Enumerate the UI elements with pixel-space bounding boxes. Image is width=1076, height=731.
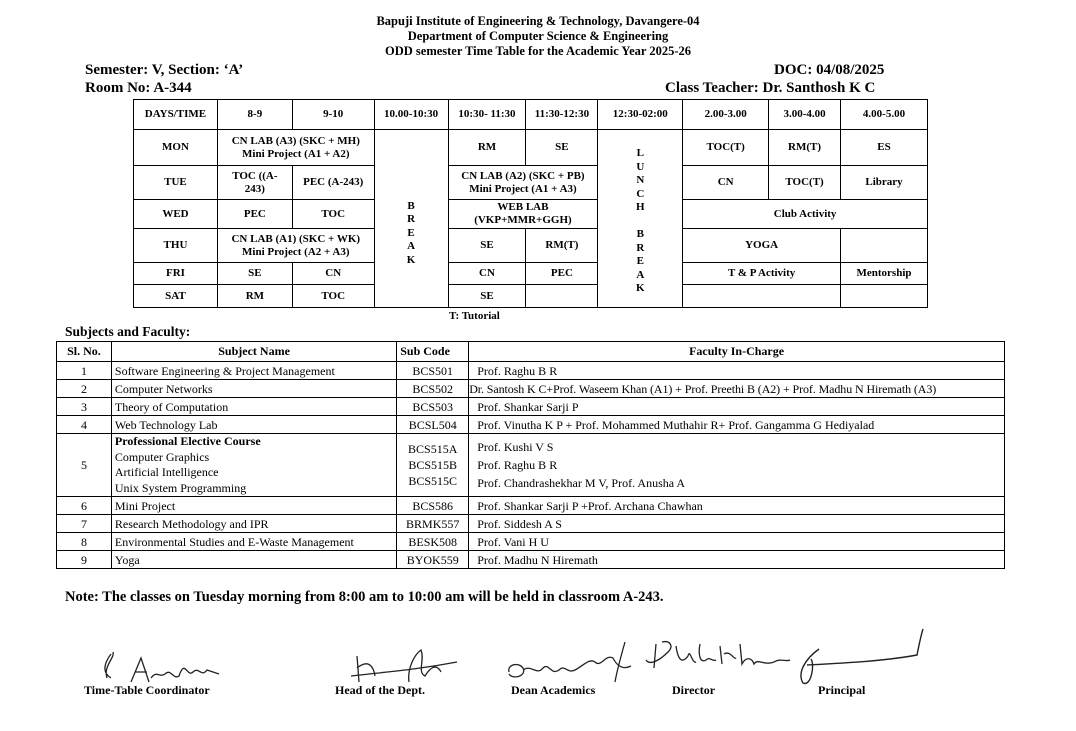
room-number: Room No: A-344 xyxy=(85,80,192,96)
thu-yoga: YOGA xyxy=(683,229,841,263)
mon-3-4: RM(T) xyxy=(769,130,841,166)
table-row: 9 Yoga BYOK559 Prof. Madhu N Hiremath xyxy=(57,551,1005,569)
timetable-header-row xyxy=(134,100,928,130)
header-1130-1230: 11:30-12:30 xyxy=(526,100,598,130)
mon-1130: SE xyxy=(526,130,598,166)
thu-1130: RM(T) xyxy=(526,229,598,263)
day-sat: SAT xyxy=(134,285,218,308)
header-2-3: 2.00-3.00 xyxy=(683,100,769,130)
day-mon: MON xyxy=(134,130,218,166)
wed-club-activity: Club Activity xyxy=(683,200,928,229)
fri-1030: CN xyxy=(448,263,526,285)
fri-mentorship: Mentorship xyxy=(841,263,928,285)
signature-label-hod: Head of the Dept. xyxy=(335,683,425,697)
short-break-column: B R E A K xyxy=(374,130,448,308)
header-4-5: 4.00-5.00 xyxy=(841,100,928,130)
row-mon xyxy=(134,130,928,166)
table-row: 4 Web Technology Lab BCSL504 Prof. Vinutha K P + Prof. Mohammed Muthahir R+ Prof. Gangamma G Hediyalad xyxy=(57,416,1005,434)
tutorial-footnote: T: Tutorial xyxy=(449,310,500,322)
header-sub-code: Sub Code xyxy=(397,342,469,362)
row-sat xyxy=(134,285,928,308)
mon-4-5: ES xyxy=(841,130,928,166)
class-teacher: Class Teacher: Dr. Santhosh K C xyxy=(665,80,876,96)
table-row: 8 Environmental Studies and E-Waste Management BESK508 Prof. Vani H U xyxy=(57,533,1005,551)
table-row: 3 Theory of Computation BCS503 Prof. Shankar Sarji P xyxy=(57,398,1005,416)
sat-9-10: TOC xyxy=(292,285,374,308)
timetable xyxy=(133,99,928,308)
sat-8-9: RM xyxy=(217,285,292,308)
semester-section: Semester: V, Section: ‘A’ xyxy=(85,62,244,78)
tue-lab: CN LAB (A2) (SKC + PB) Mini Project (A1 + A3) xyxy=(448,166,598,200)
day-wed: WED xyxy=(134,200,218,229)
tue-4-5: Library xyxy=(841,166,928,200)
signature-label-timetable-coordinator: Time-Table Coordinator xyxy=(84,683,210,697)
wed-lab: WEB LAB (VKP+MMR+GGH) xyxy=(448,200,598,229)
hod-signature xyxy=(345,648,470,688)
thu-4-5 xyxy=(841,229,928,263)
header-sl-no: Sl. No. xyxy=(57,342,112,362)
tue-8-9: TOC ((A- 243) xyxy=(217,166,292,200)
table-row: 7 Research Methodology and IPR BRMK557 Prof. Siddesh A S xyxy=(57,515,1005,533)
lunch-break-column: L U N C H B R E A K xyxy=(598,130,683,308)
subjects-header-row xyxy=(57,342,1005,362)
header-8-9: 8-9 xyxy=(217,100,292,130)
timetable-title: ODD semester Time Table for the Academic Year 2025-26 xyxy=(385,44,691,58)
wed-8-9: PEC xyxy=(217,200,292,229)
day-thu: THU xyxy=(134,229,218,263)
principal-signature xyxy=(785,625,930,685)
subjects-title: Subjects and Faculty: xyxy=(65,324,191,339)
header-days-time: DAYS/TIME xyxy=(134,100,218,130)
signature-label-dean: Dean Academics xyxy=(511,683,596,697)
tue-3-4: TOC(T) xyxy=(769,166,841,200)
header-9-10: 9-10 xyxy=(292,100,374,130)
sat-afternoon xyxy=(683,285,841,308)
fri-8-9: SE xyxy=(217,263,292,285)
department-name: Department of Computer Science & Engineering xyxy=(407,29,669,43)
table-row: 1 Software Engineering & Project Management BCS501 Prof. Raghu B R xyxy=(57,362,1005,380)
day-tue: TUE xyxy=(134,166,218,200)
row-tue xyxy=(134,166,928,200)
fri-tp-activity: T & P Activity xyxy=(683,263,841,285)
date-of-commencement: DOC: 04/08/2025 xyxy=(774,62,885,78)
tue-2-3: CN xyxy=(683,166,769,200)
mon-2-3: TOC(T) xyxy=(683,130,769,166)
mon-morning-lab: CN LAB (A3) (SKC + MH) Mini Project (A1 + A2) xyxy=(217,130,374,166)
day-fri: FRI xyxy=(134,263,218,285)
mon-1030: RM xyxy=(448,130,526,166)
coordinator-signature xyxy=(95,648,230,688)
table-row: 6 Mini Project BCS586 Prof. Shankar Sarji P +Prof. Archana Chawhan xyxy=(57,497,1005,515)
row-fri xyxy=(134,263,928,285)
header-faculty: Faculty In-Charge xyxy=(469,342,1005,362)
row-thu xyxy=(134,229,928,263)
header-subject-name: Subject Name xyxy=(111,342,396,362)
subjects-table xyxy=(56,341,1005,569)
classroom-note: Note: The classes on Tuesday morning from 8:00 am to 10:00 am will be held in classroom A-243. xyxy=(65,589,664,605)
sat-1030: SE xyxy=(448,285,526,308)
header-1030-1130: 10:30- 11:30 xyxy=(448,100,526,130)
thu-1030: SE xyxy=(448,229,526,263)
row-wed xyxy=(134,200,928,229)
institute-name: Bapuji Institute of Engineering & Technology, Davangere-04 xyxy=(376,14,700,28)
sat-1130 xyxy=(526,285,598,308)
table-row: 2 Computer Networks BCS502 Dr. Santosh K C+Prof. Waseem Khan (A1) + Prof. Preethi B (A2) + Prof. Madhu N Hiremath (A3) xyxy=(57,380,1005,398)
thu-morning-lab: CN LAB (A1) (SKC + WK) Mini Project (A2 + A3) xyxy=(217,229,374,263)
header-10-1030: 10.00-10:30 xyxy=(374,100,448,130)
director-signature xyxy=(640,638,795,686)
signature-label-director: Director xyxy=(672,683,716,697)
header-1230-0200: 12:30-02:00 xyxy=(598,100,683,130)
fri-9-10: CN xyxy=(292,263,374,285)
tue-9-10: PEC (A-243) xyxy=(292,166,374,200)
table-row: 5 Professional Elective Course Computer Graphics Artificial Intelligence Unix System Programming BCS515A BCS515B BCS515C Prof. Kushi V S Prof. Raghu B R Prof. Chandrashekhar M V, Prof. Anusha A xyxy=(57,434,1005,497)
sat-4-5 xyxy=(841,285,928,308)
wed-9-10: TOC xyxy=(292,200,374,229)
signature-label-principal: Principal xyxy=(818,683,866,697)
fri-1130: PEC xyxy=(526,263,598,285)
header-3-4: 3.00-4.00 xyxy=(769,100,841,130)
